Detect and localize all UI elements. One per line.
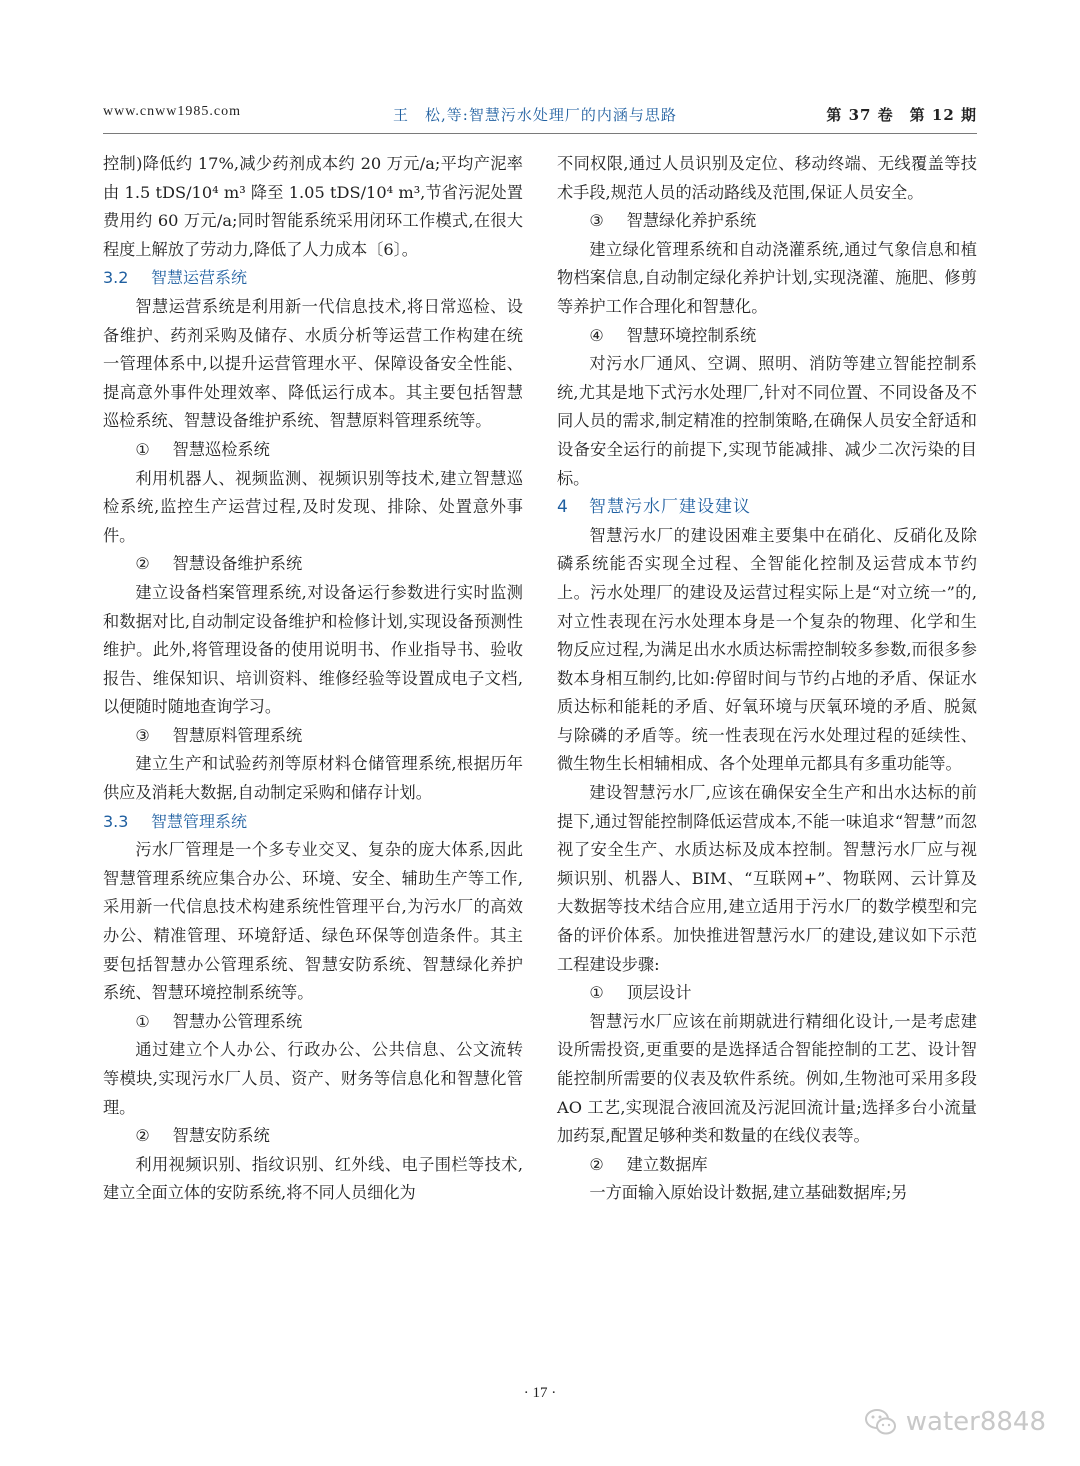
item-heading — [557, 1151, 977, 1180]
body-paragraph: 利用机器人、视频监测、视频识别等技术,建立智慧巡检系统,监控生产运营过程,及时发现、排除、处置意外事件。 — [103, 468, 523, 545]
item-number: ① — [589, 983, 604, 1003]
wechat-watermark — [864, 1402, 1046, 1442]
body-paragraph: 通过建立个人办公、行政办公、公共信息、公文流转等模块,实现污水厂人员、资产、财务等信息化和智慧化管理。 — [103, 1040, 523, 1117]
item-number: ② — [589, 1154, 604, 1174]
subsection-heading — [103, 808, 523, 837]
item-title: 智慧原料管理系统 — [172, 725, 303, 745]
body-paragraph: 智慧运营系统是利用新一代信息技术,将日常巡检、设备维护、药剂采购及储存、水质分析等运营工作构建在统一管理体系中,以提升运营管理水平、保障设备安全性能、提高意外事件处理效率、降低运行成本。其主要包括智慧巡检系统、智慧设备维护系统、智慧原料管理系统等。 — [103, 296, 523, 431]
item-heading — [557, 322, 977, 351]
heading-number: 3.3 — [103, 811, 129, 831]
heading-number: 3.2 — [103, 268, 129, 288]
body-paragraph: 污水厂管理是一个多专业交叉、复杂的庞大体系,因此智慧管理系统应集合办公、环境、安全、辅助生产等工作,采用新一代信息技术构建系统性管理平台,为污水厂的高效办公、精准管理、环境舒适、绿色环保等创造条件。其主要包括智慧办公管理系统、智慧安防系统、智慧绿化养护系统、智慧环境控制系统等。 — [103, 840, 523, 1003]
item-title: 智慧绿化养护系统 — [626, 211, 757, 231]
item-heading — [103, 1122, 523, 1151]
body-paragraph: 一方面输入原始设计数据,建立基础数据库;另 — [589, 1183, 908, 1203]
item-title: 智慧办公管理系统 — [172, 1011, 303, 1031]
body-paragraph: 利用视频识别、指纹识别、红外线、电子围栏等技术,建立全面立体的安防系统,将不同人员细化为 — [103, 1154, 523, 1203]
left-column — [103, 150, 523, 1208]
item-number: ② — [135, 1126, 150, 1146]
running-header — [103, 104, 977, 132]
body-paragraph: 智慧污水厂应该在前期就进行精细化设计,一是考虑建设所需投资,更重要的是选择适合智能控制的工艺、设计智能控制所需要的仪表及软件系统。例如,生物池可采用多段 AO 工艺,实现混合液回流及污泥回流计量;选择多台小流量加药泵,配置足够种类和数量的在线仪表等。 — [557, 1011, 977, 1146]
item-title: 智慧巡检系统 — [172, 439, 270, 459]
item-number: ① — [135, 439, 150, 459]
body-paragraph: 智慧污水厂的建设困难主要集中在硝化、反硝化及除磷系统能否实现全过程、全智能化控制及运营成本节约上。污水处理厂的建设及运营过程实际上是“对立统一”的,对立性表现在污水处理本身是一个复杂的物理、化学和生物反应过程,为满足出水水质达标需控制较多参数,而很多参数本身相互制约,比如:停留时间与节约占地的矛盾、保证水质达标和能耗的矛盾、好氧环境与厌氧环境的矛盾、脱氮与除磷的矛盾等。统一性表现在污水处理过程的延续性、微生物生长相辅相成、各个处理单元都具有多重功能等。 — [557, 525, 977, 774]
body-paragraph: 建立设备档案管理系统,对设备运行参数进行实时监测和数据对比,自动制定设备维护和检修计划,实现设备预测性维护。此外,将管理设备的使用说明书、作业指导书、验收报告、维保知识、培训资料、维修经验等设置成电子文档,以便随时随地查询学习。 — [103, 582, 523, 717]
wechat-icon — [864, 1407, 898, 1437]
heading-number: 4 — [557, 497, 569, 518]
item-title: 智慧环境控制系统 — [626, 325, 757, 345]
subsection-heading — [103, 264, 523, 293]
heading-text: 智慧管理系统 — [151, 811, 248, 831]
body-paragraph: 控制)降低约 17%,减少药剂成本约 20 万元/a;平均产泥率由 1.5 tDS/10⁴ m³ 降至 1.05 tDS/10⁴ m³,节省污泥处置费用约 60 万元/a;同时智能系统采用闭环工作模式,在很大程度上解放了劳动力,降低了人力成本〔6〕。 — [103, 154, 523, 259]
watermark-text: water8848 — [905, 1407, 1046, 1437]
item-number: ③ — [135, 725, 150, 745]
page-number: · 17 · — [523, 1385, 557, 1401]
header-rule — [103, 133, 977, 134]
body-paragraph: 建设智慧污水厂,应该在确保安全生产和出水达标的前提下,通过智能控制降低运营成本,不能一味追求“智慧”而忽视了安全生产、水质达标及成本控制。智慧污水厂应与视频识别、机器人、BIM、“互联网+”、物联网、云计算及大数据等技术结合应用,建立适用于污水厂的数学模型和完备的评价体系。加快推进智慧污水厂的建设,建议如下示范工程建设步骤: — [557, 783, 977, 974]
item-heading — [557, 207, 977, 236]
item-heading — [103, 1008, 523, 1037]
item-heading — [103, 722, 523, 751]
item-title: 顶层设计 — [626, 983, 692, 1003]
item-title: 建立数据库 — [626, 1154, 708, 1174]
item-number: ③ — [589, 211, 604, 231]
heading-text: 智慧污水厂建设建议 — [589, 497, 751, 518]
item-heading — [103, 436, 523, 465]
item-title: 智慧安防系统 — [172, 1126, 270, 1146]
body-paragraph: 对污水厂通风、空调、照明、消防等建立智能控制系统,尤其是地下式污水处理厂,针对不同位置、不同设备及不同人员的需求,制定精准的控制策略,在确保人员安全舒适和设备安全运行的前提下,实现节能减排、减少二次污染的目标。 — [557, 354, 977, 488]
body-paragraph: 建立生产和试验药剂等原材料仓储管理系统,根据历年供应及消耗大数据,自动制定采购和储存计划。 — [103, 754, 523, 803]
volume-issue: 第 37 卷 第 12 期 — [826, 106, 977, 124]
running-title: 王 松,等:智慧污水处理厂的内涵与思路 — [393, 106, 677, 124]
item-heading — [557, 979, 977, 1008]
item-heading — [103, 550, 523, 579]
item-title: 智慧设备维护系统 — [172, 554, 303, 574]
heading-text: 智慧运营系统 — [151, 268, 248, 288]
body-paragraph: 建立绿化管理系统和自动浇灌系统,通过气象信息和植物档案信息,自动制定绿化养护计划,实现浇灌、施肥、修剪等养护工作合理化和智慧化。 — [557, 239, 977, 316]
item-number: ④ — [589, 325, 604, 345]
section-heading — [557, 493, 977, 522]
right-column — [557, 150, 977, 1208]
item-number: ① — [135, 1011, 150, 1031]
journal-website: www.cnww1985.com — [103, 104, 241, 119]
body-paragraph: 不同权限,通过人员识别及定位、移动终端、无线覆盖等技术手段,规范人员的活动路线及范围,保证人员安全。 — [557, 154, 977, 202]
item-number: ② — [135, 554, 150, 574]
